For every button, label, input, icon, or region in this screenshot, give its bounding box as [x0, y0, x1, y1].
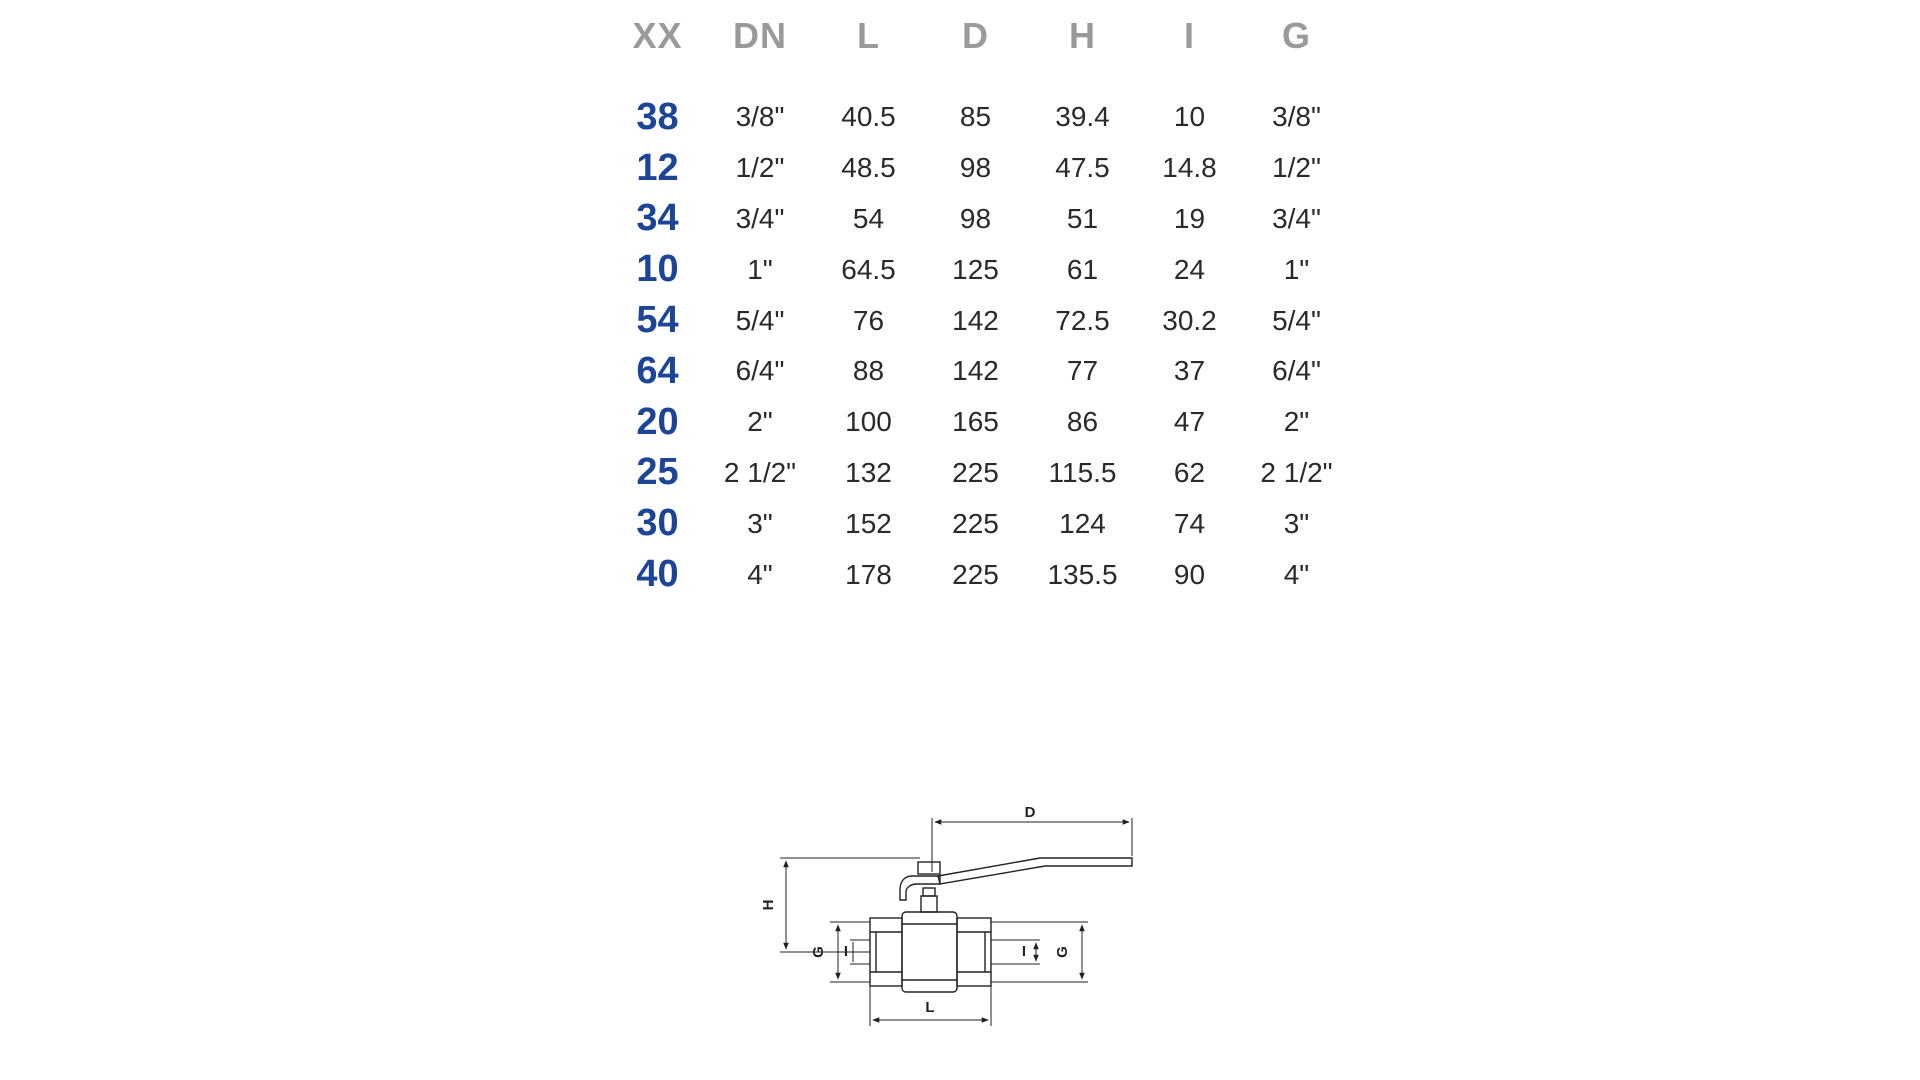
- cell-h: 39.4: [1055, 101, 1110, 133]
- cell-code: 34: [636, 197, 679, 240]
- cell-dn: 3": [747, 507, 773, 539]
- cell-g: 1": [1283, 253, 1310, 285]
- cell-g: 3/4": [1272, 202, 1321, 234]
- lever-handle: [938, 858, 1132, 884]
- label-d: D: [1024, 804, 1036, 821]
- header-d: D: [962, 15, 989, 56]
- header-g: G: [1281, 15, 1311, 56]
- cell-dn: 1": [747, 253, 773, 285]
- cell-d: 98: [959, 152, 992, 184]
- header-i: I: [1183, 15, 1195, 56]
- cell-l: 88: [852, 355, 885, 387]
- cell-dn: 6/4": [735, 355, 785, 387]
- cell-code: 54: [636, 299, 679, 342]
- cell-dn: 1/2": [735, 152, 785, 184]
- cell-dn: 2 1/2": [723, 456, 797, 488]
- cell-dn: 3/4": [735, 202, 785, 234]
- cell-i: 90: [1173, 558, 1206, 590]
- cell-d: 225: [952, 558, 999, 590]
- header-h: H: [1069, 15, 1096, 56]
- cell-h: 61: [1066, 253, 1099, 285]
- cell-code: 12: [636, 146, 679, 189]
- label-i-left: I: [843, 943, 849, 960]
- cell-l: 100: [845, 406, 892, 438]
- header-dn: DN: [733, 15, 787, 56]
- cell-i: 47: [1173, 406, 1206, 438]
- valve-stem: [921, 896, 937, 912]
- cell-i: 30.2: [1162, 304, 1217, 336]
- cell-dn: 2": [747, 406, 773, 438]
- left-hex-nut: [870, 918, 902, 986]
- header-xx: XX: [632, 15, 683, 56]
- label-l: L: [925, 999, 935, 1016]
- cell-g: 3/8": [1272, 101, 1321, 133]
- label-g-left: G: [810, 946, 827, 958]
- cell-i: 74: [1173, 507, 1206, 539]
- cell-dn: 4": [747, 558, 773, 590]
- cell-d: 85: [959, 101, 992, 133]
- cell-code: 40: [636, 553, 679, 596]
- cell-code: 20: [636, 400, 679, 443]
- cell-code: 10: [636, 248, 679, 291]
- cell-i: 37: [1173, 355, 1206, 387]
- cell-i: 62: [1173, 456, 1206, 488]
- dimension-lines: [780, 818, 1132, 1026]
- header-l: L: [857, 15, 880, 56]
- cell-l: 54: [852, 202, 885, 234]
- label-h: H: [760, 899, 777, 911]
- cell-code: 25: [636, 451, 679, 494]
- cell-d: 165: [952, 406, 999, 438]
- cell-i: 19: [1173, 202, 1206, 234]
- cell-d: 225: [952, 456, 999, 488]
- cell-h: 72.5: [1055, 304, 1110, 336]
- cell-g: 2": [1283, 406, 1310, 438]
- cell-g: 1/2": [1272, 152, 1321, 184]
- cell-h: 115.5: [1048, 456, 1117, 488]
- stem-nut: [918, 862, 940, 874]
- cell-dn: 3/8": [735, 101, 785, 133]
- cell-h: 135.5: [1047, 558, 1118, 590]
- cell-i: 10: [1173, 101, 1206, 133]
- cell-d: 142: [952, 304, 999, 336]
- right-hex-nut: [957, 918, 991, 986]
- cell-l: 76: [852, 304, 885, 336]
- cell-g: 6/4": [1272, 355, 1321, 387]
- cell-h: 86: [1066, 406, 1099, 438]
- cell-code: 38: [636, 95, 679, 138]
- cell-d: 98: [959, 202, 992, 234]
- cell-l: 178: [845, 558, 892, 590]
- cell-g: 5/4": [1272, 304, 1321, 336]
- cell-h: 51: [1066, 202, 1099, 234]
- cell-g: 2 1/2": [1260, 456, 1333, 488]
- cell-l: 64.5: [841, 253, 896, 285]
- cell-i: 24: [1173, 253, 1206, 285]
- cell-h: 47.5: [1055, 152, 1110, 184]
- cell-i: 14.8: [1162, 152, 1217, 184]
- cell-l: 152: [845, 507, 892, 539]
- cell-code: 30: [636, 502, 679, 545]
- cell-d: 225: [952, 507, 999, 539]
- cell-h: 77: [1066, 355, 1099, 387]
- cell-l: 40.5: [841, 101, 896, 133]
- cell-l: 48.5: [841, 152, 896, 184]
- cell-d: 125: [952, 253, 999, 285]
- label-i-right: I: [1021, 943, 1027, 960]
- cell-h: 124: [1059, 507, 1106, 539]
- cell-l: 132: [845, 456, 892, 488]
- label-g-right: G: [1054, 946, 1071, 958]
- cell-dn: 5/4": [735, 304, 785, 336]
- cell-g: 3": [1283, 507, 1310, 539]
- valve-outline: [870, 858, 1132, 992]
- cell-d: 142: [952, 355, 999, 387]
- cell-g: 4": [1283, 558, 1310, 590]
- cell-code: 64: [636, 349, 679, 392]
